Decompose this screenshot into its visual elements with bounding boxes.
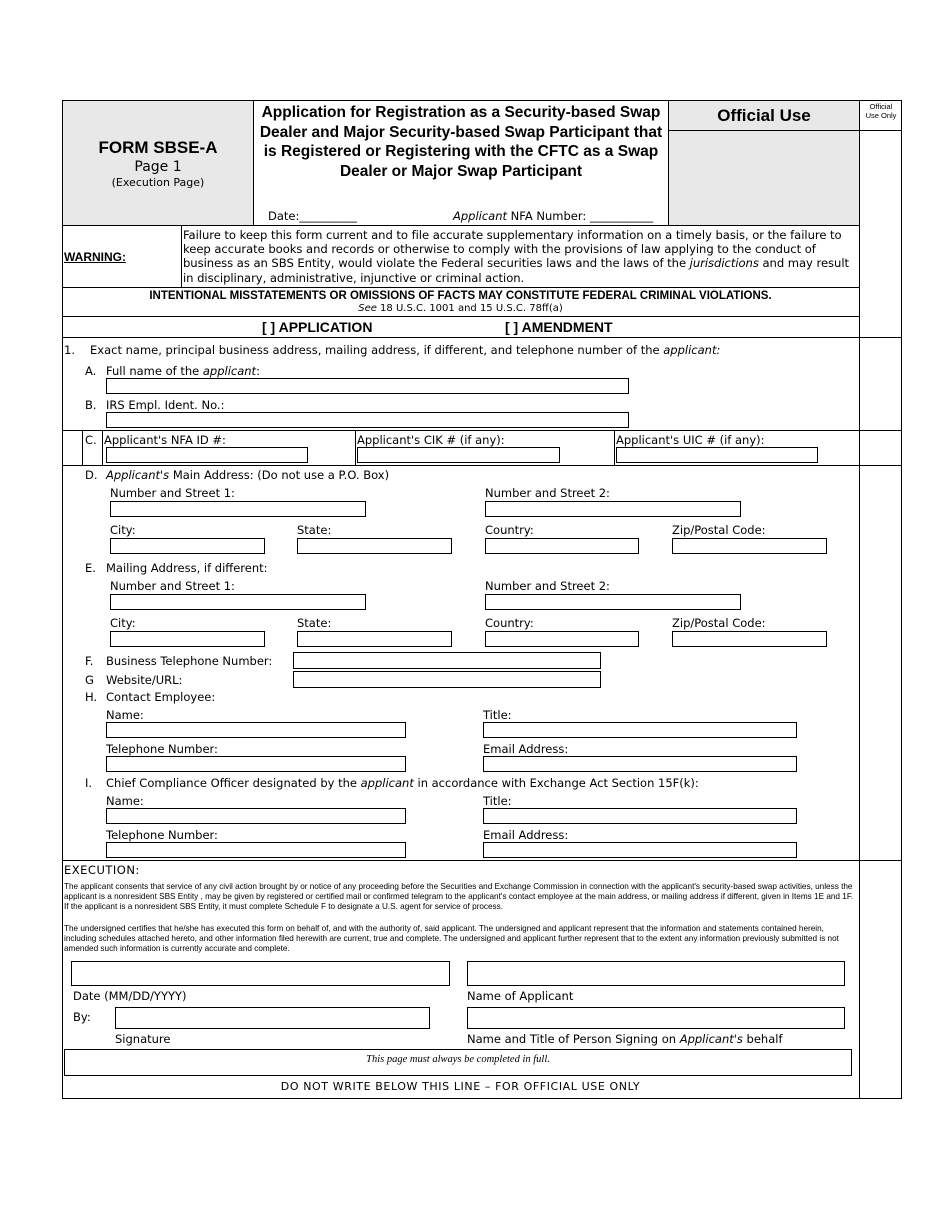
item-d-letter: D.	[85, 468, 98, 482]
signer-label-text: behalf	[742, 1032, 783, 1046]
cik-label: Applicant's CIK # (if any):	[357, 433, 505, 447]
irs-ein-input[interactable]	[106, 412, 629, 428]
business-phone-label: Business Telephone Number:	[106, 654, 273, 668]
contact-name-input[interactable]	[106, 722, 406, 738]
citation-text: 18 U.S.C. 1001 and 15 U.S.C. 78ff(a)	[376, 303, 563, 314]
cco-phone-label: Telephone Number:	[106, 828, 218, 842]
divider	[181, 225, 182, 287]
item-d-label-italic: Applicant's	[106, 468, 170, 482]
cco-name-input[interactable]	[106, 808, 406, 824]
nfa-id-input[interactable]	[106, 447, 308, 463]
main-city-input[interactable]	[110, 538, 265, 554]
cco-label-italic: applicant	[360, 776, 414, 790]
main-street1-input[interactable]	[110, 501, 366, 517]
main-street2-input[interactable]	[485, 501, 741, 517]
signer-label	[467, 1032, 783, 1046]
warning-text-italic: jurisdictions	[689, 256, 759, 271]
warning-text-part: and may result in disciplinary, administrative, injunctive or criminal action.	[183, 256, 850, 285]
nfa-label: NFA Number:	[507, 209, 587, 223]
cco-label	[106, 776, 699, 790]
mail-country-label: Country:	[485, 616, 534, 630]
official-use-title: Official Use	[717, 106, 811, 125]
mail-zip-label: Zip/Postal Code:	[672, 616, 766, 630]
date-blank[interactable]: __________	[299, 209, 357, 223]
mail-city-input[interactable]	[110, 631, 265, 647]
signature-label: Signature	[115, 1032, 171, 1046]
item-d-label	[106, 468, 389, 482]
divider	[668, 130, 859, 131]
item-b-letter: B.	[85, 398, 97, 412]
divider	[102, 430, 103, 465]
cco-label-text: in accordance with Exchange Act Section 15F(k):	[413, 776, 699, 790]
item-g-letter: G	[85, 673, 94, 687]
uic-input[interactable]	[616, 447, 818, 463]
item1-text-italic: applicant:	[663, 343, 721, 357]
divider	[62, 337, 902, 338]
applicant-name-input[interactable]	[467, 961, 845, 986]
item-b-label: IRS Empl. Ident. No.:	[106, 398, 225, 412]
form-id: FORM SBSE-A	[98, 138, 218, 157]
main-street2-label: Number and Street 2:	[485, 486, 610, 500]
main-zip-label: Zip/Postal Code:	[672, 523, 766, 537]
divider	[62, 287, 859, 288]
mail-zip-input[interactable]	[672, 631, 827, 647]
nfa-blank[interactable]: ___________	[589, 209, 654, 223]
by-label: By:	[73, 1010, 91, 1024]
divider	[614, 430, 615, 465]
cco-phone-input[interactable]	[106, 842, 406, 858]
criminal-notice: INTENTIONAL MISSTATEMENTS OR OMISSIONS OF FACTS MAY CONSTITUTE FEDERAL CRIMINAL VIOLATIONS.	[149, 290, 772, 302]
contact-email-input[interactable]	[483, 756, 797, 772]
main-street1-label: Number and Street 1:	[110, 486, 235, 500]
date-label: Date:	[268, 209, 300, 223]
official-use-only-label: Official Use Only	[865, 102, 897, 120]
warning-text	[183, 228, 857, 285]
divider	[859, 130, 902, 131]
mail-street2-input[interactable]	[485, 594, 741, 610]
contact-title-input[interactable]	[483, 722, 797, 738]
item-a-label-text: Full name of the	[106, 364, 203, 378]
item-i-letter: I.	[85, 776, 93, 790]
cco-title-input[interactable]	[483, 808, 797, 824]
main-country-input[interactable]	[485, 538, 639, 554]
cco-label-text: Chief Compliance Officer designated by the	[106, 776, 361, 790]
execution-certify-text: The undersigned certifies that he/she has executed this form on behalf of, and with the authority of, said applicant. The undersigned and applicant represent that the information and statements contained herein, including schedules attached hereto, and other information filed herewith are current, true and complete. The undersigned and applicant further represent that to the extent any information previously submitted is not amended such information is currently accurate and complete.	[64, 924, 839, 953]
nfa-number-field	[453, 209, 653, 223]
applicant-name-label: Name of Applicant	[467, 989, 574, 1003]
official-use-footer: DO NOT WRITE BELOW THIS LINE – FOR OFFICIAL USE ONLY	[280, 1080, 641, 1093]
item-a-label: Full name of the applicant:	[106, 364, 260, 378]
mail-street1-label: Number and Street 1:	[110, 579, 235, 593]
warning-label: WARNING:	[64, 250, 126, 264]
divider	[62, 860, 902, 861]
full-name-input[interactable]	[106, 378, 629, 394]
contact-email-label: Email Address:	[483, 742, 569, 756]
contact-title-label: Title:	[483, 708, 512, 722]
page-note: (Execution Page)	[111, 176, 205, 189]
citation	[62, 303, 859, 315]
cco-email-input[interactable]	[483, 842, 797, 858]
amendment-checkbox[interactable]: [ ] AMENDMENT	[505, 319, 613, 335]
signer-label-italic: Applicant's	[679, 1032, 743, 1046]
website-label: Website/URL:	[106, 673, 183, 687]
divider	[82, 430, 83, 465]
item1-text	[90, 343, 720, 357]
item-e-label: Mailing Address, if different:	[106, 561, 268, 575]
divider	[62, 316, 859, 317]
cco-title-label: Title:	[483, 794, 512, 808]
item1-number: 1.	[64, 343, 75, 357]
form-title: Application for Registration as a Security-based Swap Dealer and Major Security-based Swap Participant that is Registered or Registering with the CFTC as a Swap Dealer or Major Swap Participant	[259, 104, 663, 180]
cco-email-label: Email Address:	[483, 828, 569, 842]
item-c-letter: C.	[85, 433, 97, 447]
nfa-id-label: Applicant's NFA ID #:	[104, 433, 226, 447]
divider	[62, 465, 902, 466]
business-phone-input[interactable]	[293, 652, 601, 669]
main-country-label: Country:	[485, 523, 534, 537]
contact-name-label: Name:	[106, 708, 144, 722]
execution-date-label: Date (MM/DD/YYYY)	[73, 989, 187, 1003]
signer-name-title-input[interactable]	[467, 1007, 845, 1029]
warning-text-part: Failure to keep this form current and to file accurate supplementary information on a timely basis, or the failure to keep accurate books and records or otherwise to comply with the provisions of law applying to the conduct of business as an SBS Entity, would violate the Federal securities laws and the laws of the	[183, 228, 842, 271]
item-a-letter: A.	[85, 364, 97, 378]
item-a-label-italic: applicant	[202, 364, 257, 378]
mail-street1-input[interactable]	[110, 594, 366, 610]
execution-consent-text: The applicant consents that service of any civil action brought by or notice of any proceeding before the Securities and Exchange Commission in connection with the applicant's security-based swap activities, unless the applicant is a nonresident SBS Entity , may be given by registered or certified mail or confirmed telegram to the applicant's contact employee at the main address, or mailing address if different, given in Items 1E and 1F. If the applicant is a nonresident SBS Entity, it must complete Schedule F to designate a U.S. agent for service of process.	[64, 882, 854, 911]
application-checkbox[interactable]: [ ] APPLICATION	[262, 319, 373, 335]
contact-phone-label: Telephone Number:	[106, 742, 218, 756]
cco-name-label: Name:	[106, 794, 144, 808]
signature-input[interactable]	[115, 1007, 430, 1029]
mail-state-label: State:	[297, 616, 332, 630]
main-zip-input[interactable]	[672, 538, 827, 554]
page-number: Page 1	[134, 159, 182, 175]
nfa-label-italic: Applicant	[453, 209, 508, 223]
execution-heading: EXECUTION:	[64, 863, 140, 877]
main-city-label: City:	[110, 523, 136, 537]
official-column-divider	[859, 100, 860, 1099]
main-state-label: State:	[297, 523, 332, 537]
website-input[interactable]	[293, 671, 601, 688]
divider	[62, 430, 902, 431]
execution-date-input[interactable]	[71, 961, 450, 986]
full-completion-note: This page must always be completed in full.	[366, 1054, 550, 1065]
cik-input[interactable]	[357, 447, 560, 463]
citation-see: See	[358, 303, 377, 314]
item-d-label-text: Main Address: (Do not use a P.O. Box)	[169, 468, 390, 482]
uic-label: Applicant's UIC # (if any):	[616, 433, 765, 447]
item-f-letter: F.	[85, 654, 94, 668]
main-state-input[interactable]	[297, 538, 452, 554]
mail-state-input[interactable]	[297, 631, 452, 647]
divider	[253, 100, 254, 226]
date-field	[268, 209, 357, 223]
item1-text-main: Exact name, principal business address, mailing address, if different, and telephone number of the	[90, 343, 664, 357]
contact-employee-label: Contact Employee:	[106, 690, 216, 704]
mail-city-label: City:	[110, 616, 136, 630]
divider	[355, 430, 356, 465]
mail-street2-label: Number and Street 2:	[485, 579, 610, 593]
item-h-letter: H.	[85, 690, 98, 704]
contact-phone-input[interactable]	[106, 756, 406, 772]
signer-label-text: Name and Title of Person Signing on	[467, 1032, 680, 1046]
mail-country-input[interactable]	[485, 631, 639, 647]
item-e-letter: E.	[85, 561, 96, 575]
